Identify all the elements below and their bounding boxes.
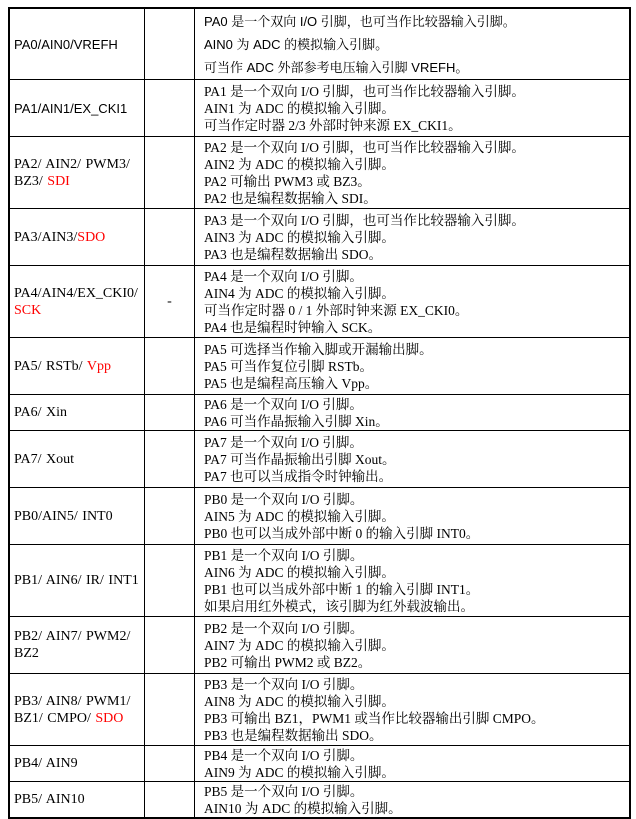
pin-label-segment: PB3/ AIN8/ PWM1/: [14, 693, 131, 709]
description-line: PA4 也是编程时钟输入 SCK。: [204, 319, 382, 335]
pin-label-segment: BZ2: [14, 646, 39, 661]
pin-label-segment: PB1/ AIN6/ IR/ INT1: [14, 573, 139, 588]
description-line: AIN7 为 ADC 的模拟输入引脚。: [204, 637, 395, 653]
pin-label-segment: BZ3/: [14, 173, 48, 189]
description-line: PA5 也是编程高压输入 Vpp。: [204, 375, 379, 391]
description-cell: [195, 137, 629, 208]
pin-label-line: [14, 693, 142, 710]
pin-label-segment: PB4/ AIN9: [14, 756, 78, 771]
table-row: [10, 487, 629, 544]
pin-type-cell: [145, 338, 195, 394]
pin-function-table: [8, 7, 631, 819]
pin-label-segment: PB2/ AIN7/ PWM2/: [14, 629, 131, 644]
pin-cell: [10, 9, 145, 79]
table-row: [10, 673, 629, 745]
description-line: PB2 可输出 PWM2 或 BZ2。: [204, 654, 372, 670]
pin-label-line: [14, 791, 142, 808]
pin-type-cell: [145, 674, 195, 745]
pin-label-line: [14, 508, 142, 525]
description-line: PA6 是一个双向 I/O 引脚。: [204, 396, 363, 412]
description-cell: [195, 338, 629, 394]
description-line: PB1 也可以当成外部中断 1 的输入引脚 INT1。: [204, 581, 480, 597]
description-line: PB3 也是编程数据输出 SDO。: [204, 727, 383, 743]
description-line: AIN6 为 ADC 的模拟输入引脚。: [204, 564, 395, 580]
pin-type-cell: [145, 80, 195, 136]
pin-label-segment: PA7/ Xout: [14, 451, 75, 467]
dash-mark: -: [167, 293, 172, 309]
description-line: PB5 是一个双向 I/O 引脚。: [204, 783, 364, 799]
pin-label-segment: BZ1/ CMPO/: [14, 710, 96, 726]
description-cell: [195, 488, 629, 544]
pin-label-line: [14, 451, 142, 468]
pin-cell: [10, 395, 145, 430]
pin-cell: [10, 266, 145, 337]
description-line: AIN4 为 ADC 的模拟输入引脚。: [204, 285, 395, 301]
description-line: PB0 是一个双向 I/O 引脚。: [204, 491, 364, 507]
pin-label-segment: PA0/AIN0/VREFH: [14, 36, 118, 52]
description-cell: [195, 782, 629, 817]
description-line: PA5 可选择当作输入脚或开漏输出脚。: [204, 341, 433, 357]
description-line: AIN3 为 ADC 的模拟输入引脚。: [204, 229, 395, 245]
pin-label-segment: PA2/ AIN2/ PWM3/: [14, 156, 130, 172]
description-line: PA0 是一个双向 I/O 引脚，也可当作比较器输入引脚。: [204, 13, 516, 29]
description-cell: [195, 431, 629, 487]
description-line: AIN8 为 ADC 的模拟输入引脚。: [204, 693, 395, 709]
pin-label-line: [14, 755, 142, 772]
description-line: PA5 可当作复位引脚 RSTb。: [204, 358, 374, 374]
table-row: [10, 394, 629, 430]
pin-cell: [10, 782, 145, 817]
description-line: 可当作 ADC 外部参考电压输入引脚 VREFH。: [204, 59, 469, 75]
pin-cell: [10, 137, 145, 208]
table-row: [10, 136, 629, 208]
pin-cell: [10, 338, 145, 394]
description-cell: [195, 545, 629, 616]
pin-label-segment: PA4/AIN4/EX_CKI0/: [14, 285, 138, 301]
pin-cell: [10, 80, 145, 136]
pin-type-cell: [145, 395, 195, 430]
pin-type-cell: [145, 488, 195, 544]
description-line: 可当作定时器 0 / 1 外部时钟来源 EX_CKI0。: [204, 302, 469, 318]
description-line: AIN9 为 ADC 的模拟输入引脚。: [204, 764, 395, 780]
pin-label-line: [14, 285, 142, 302]
table-row: [10, 9, 629, 79]
pin-type-cell: [145, 9, 195, 79]
pin-label-line: [14, 628, 142, 645]
pin-label-line: [14, 645, 142, 662]
table-row: [10, 337, 629, 394]
description-line: PB3 可输出 BZ1，PWM1 或当作比较器输出引脚 CMPO。: [204, 710, 545, 726]
pin-cell: [10, 431, 145, 487]
table-row: [10, 430, 629, 487]
pin-cell: [10, 674, 145, 745]
pin-label-red-segment: SDI: [47, 173, 70, 189]
table-row: [10, 79, 629, 136]
description-line: AIN2 为 ADC 的模拟输入引脚。: [204, 156, 395, 172]
pin-label-segment: PB5/ AIN10: [14, 792, 85, 807]
pin-type-cell: [145, 746, 195, 781]
description-line: PA2 可输出 PWM3 或 BZ3。: [204, 173, 371, 189]
description-line: PA4 是一个双向 I/O 引脚。: [204, 268, 363, 284]
pin-cell: [10, 488, 145, 544]
description-cell: [195, 395, 629, 430]
table-row: [10, 208, 629, 265]
pin-label-red-segment: Vpp: [86, 358, 111, 374]
description-line: PA7 也可以当成指令时钟输出。: [204, 468, 393, 484]
pin-label-line: [14, 173, 142, 190]
pin-label-line: [14, 229, 142, 246]
description-cell: [195, 80, 629, 136]
description-line: AIN5 为 ADC 的模拟输入引脚。: [204, 508, 395, 524]
description-line: PB0 也可以当成外部中断 0 的输入引脚 INT0。: [204, 525, 480, 541]
description-line: PA3 也是编程数据输出 SDO。: [204, 246, 383, 262]
description-line: PB4 是一个双向 I/O 引脚。: [204, 747, 364, 763]
description-line: 如果启用红外模式，该引脚为红外载波输出。: [204, 598, 474, 614]
description-line: PB1 是一个双向 I/O 引脚。: [204, 547, 364, 563]
pin-cell: [10, 746, 145, 781]
pin-label-line: [14, 710, 142, 727]
description-cell: [195, 209, 629, 265]
description-line: PA2 是一个双向 I/O 引脚，也可当作比较器输入引脚。: [204, 139, 525, 155]
pin-label-red-segment: SCK: [14, 302, 42, 318]
pin-type-cell: [145, 617, 195, 673]
pin-label-line: [14, 572, 142, 589]
pin-type-cell: [145, 431, 195, 487]
pin-label-segment: PA6/ Xin: [14, 405, 68, 420]
table-row: [10, 265, 629, 337]
description-cell: [195, 674, 629, 745]
pin-label-line: [14, 404, 142, 421]
pin-label-line: [14, 358, 142, 375]
pin-label-red-segment: SDO: [77, 229, 106, 245]
pin-type-cell: [145, 545, 195, 616]
pin-label-line: [14, 36, 142, 53]
pin-label-line: [14, 100, 142, 117]
pin-label-segment: PB0/AIN5/ INT0: [14, 508, 113, 524]
pin-label-segment: PA3/AIN3/: [14, 229, 78, 245]
description-line: PA7 可当作晶振输出引脚 Xout。: [204, 451, 396, 467]
pin-type-cell: [145, 137, 195, 208]
description-line: PA7 是一个双向 I/O 引脚。: [204, 434, 363, 450]
pin-cell: [10, 209, 145, 265]
table-row: [10, 544, 629, 616]
description-cell: [195, 617, 629, 673]
table-row: [10, 616, 629, 673]
pin-type-cell: [145, 209, 195, 265]
description-cell: [195, 266, 629, 337]
description-line: PB2 是一个双向 I/O 引脚。: [204, 620, 364, 636]
table-row: [10, 781, 629, 817]
description-line: PA6 可当作晶振输入引脚 Xin。: [204, 413, 389, 429]
table-row: [10, 745, 629, 781]
pin-label-segment: PA1/AIN1/EX_CKI1: [14, 100, 128, 116]
description-cell: [195, 9, 629, 79]
description-line: PA2 也是编程数据输入 SDI。: [204, 190, 377, 206]
pin-label-segment: PA5/ RSTb/: [14, 358, 87, 374]
description-line: PA1 是一个双向 I/O 引脚，也可当作比较器输入引脚。: [204, 83, 525, 99]
description-line: PB3 是一个双向 I/O 引脚。: [204, 676, 364, 692]
description-line: AIN1 为 ADC 的模拟输入引脚。: [204, 100, 395, 116]
description-line: AIN10 为 ADC 的模拟输入引脚。: [204, 800, 402, 816]
pin-label-line: [14, 302, 142, 319]
pin-label-line: [14, 156, 142, 173]
description-line: 可当作定时器 2/3 外部时钟来源 EX_CKI1。: [204, 117, 462, 133]
description-cell: [195, 746, 629, 781]
pin-cell: [10, 545, 145, 616]
pin-label-red-segment: SDO: [95, 710, 124, 726]
description-line: AIN0 为 ADC 的模拟输入引脚。: [204, 36, 389, 52]
pin-cell: [10, 617, 145, 673]
pin-type-cell: [145, 266, 195, 337]
pin-type-cell: [145, 782, 195, 817]
description-line: PA3 是一个双向 I/O 引脚，也可当作比较器输入引脚。: [204, 212, 525, 228]
